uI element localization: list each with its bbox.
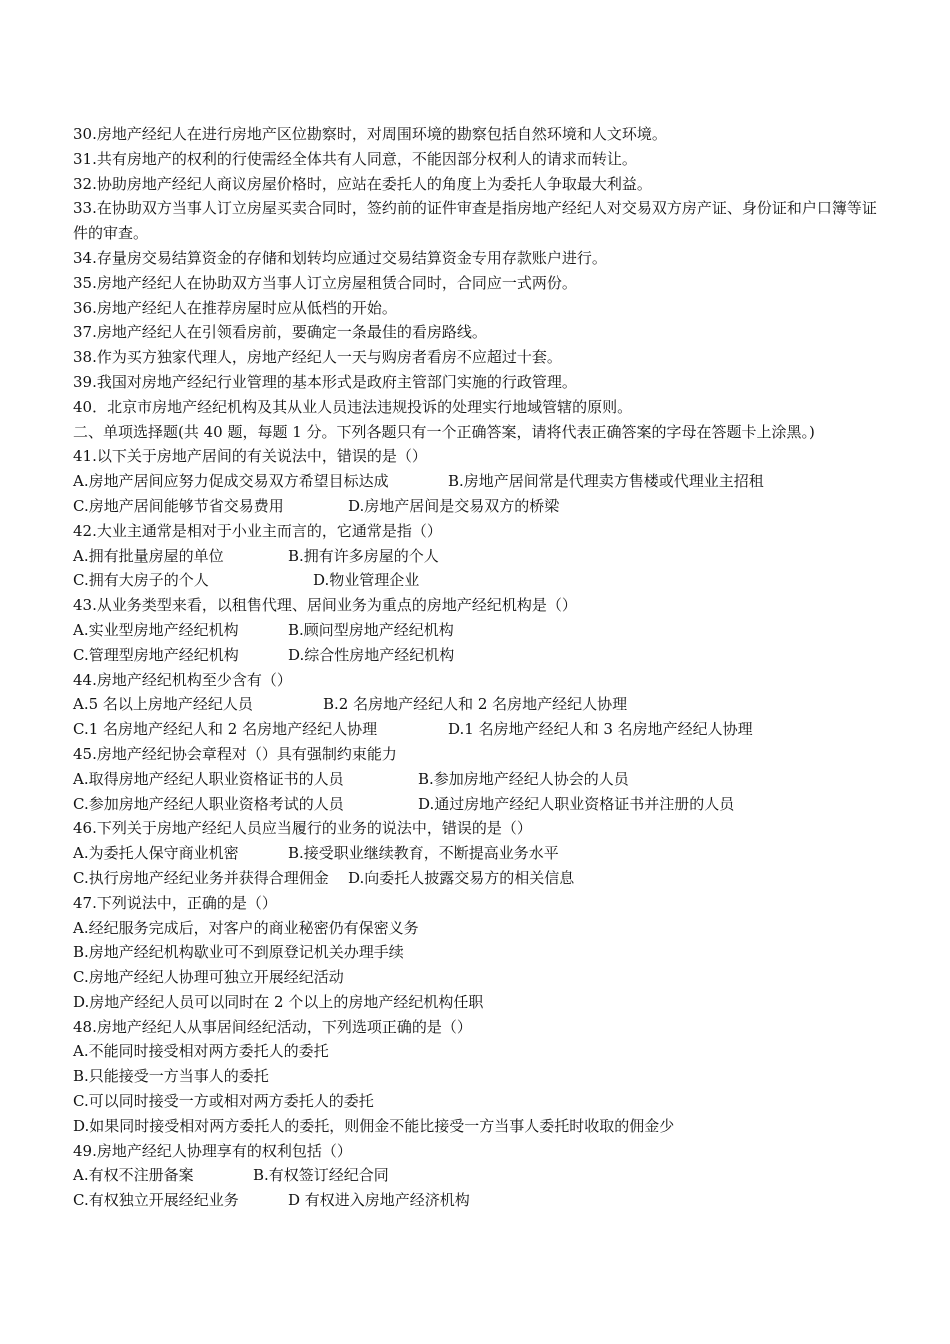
question-49-options-ab xyxy=(73,1163,888,1188)
question-42-options-cd xyxy=(73,568,888,593)
option-a: A.房地产居间应努力促成交易双方希望目标达成 xyxy=(73,472,389,491)
tf-item-37: 37.房地产经纪人在引领看房前，要确定一条最佳的看房路线。 xyxy=(73,323,487,342)
question-42-stem: 42.大业主通常是相对于小业主而言的，它通常是指（） xyxy=(73,521,442,540)
option-b: B.参加房地产经纪人协会的人员 xyxy=(418,769,629,788)
option-a: A.拥有批量房屋的单位 xyxy=(73,546,224,565)
question-47-option-a: A.经纪服务完成后，对客户的商业秘密仍有保密义务 xyxy=(73,918,419,937)
tf-item-38: 38.作为买方独家代理人，房地产经纪人一天与购房者看房不应超过十套。 xyxy=(73,348,562,367)
tf-item-32: 32.协助房地产经纪人商议房屋价格时，应站在委托人的角度上为委托人争取最大利益。 xyxy=(73,174,652,193)
question-49-stem: 49.房地产经纪人协理享有的权利包括（） xyxy=(73,1141,352,1160)
question-45-options-ab xyxy=(73,767,888,792)
option-b: B.房地产居间常是代理卖方售楼或代理业主招租 xyxy=(448,472,764,491)
tf-item-33: 33.在协助双方当事人订立房屋买卖合同时，签约前的证件审查是指房地产经纪人对交易双方房产证、身份证和户口簿等证件的审查。 xyxy=(73,199,877,243)
tf-item-36: 36.房地产经纪人在推荐房屋时应从低档的开始。 xyxy=(73,298,397,317)
option-d: D 有权进入房地产经济机构 xyxy=(288,1191,470,1210)
question-43-options-cd xyxy=(73,643,888,668)
question-45-stem: 45.房地产经纪协会章程对（）具有强制约束能力 xyxy=(73,744,397,763)
question-47-option-c: C.房地产经纪人协理可独立开展经纪活动 xyxy=(73,968,344,987)
question-44-stem: 44.房地产经纪机构至少含有（） xyxy=(73,670,292,689)
option-b: B.接受职业继续教育，不断提高业务水平 xyxy=(288,844,559,863)
option-d: D.房地产居间是交易双方的桥梁 xyxy=(348,496,560,515)
option-b: B.拥有许多房屋的个人 xyxy=(288,546,439,565)
tf-item-31: 31.共有房地产的权利的行使需经全体共有人同意，不能因部分权利人的请求而转让。 xyxy=(73,149,637,168)
option-c: C.参加房地产经纪人职业资格考试的人员 xyxy=(73,794,344,813)
section-heading: 二、单项选择题(共 40 题，每题 1 分。下列各题只有一个正确答案，请将代表正确答案的字母在答题卡上涂黑。) xyxy=(73,422,815,441)
question-41-stem: 41.以下关于房地产居间的有关说法中，错误的是（） xyxy=(73,447,427,466)
question-42-options-ab xyxy=(73,544,888,569)
option-b: B.有权签订经纪合同 xyxy=(253,1166,389,1185)
option-c: C.1 名房地产经纪人和 2 名房地产经纪人协理 xyxy=(73,720,378,739)
question-43-options-ab xyxy=(73,618,888,643)
option-a: A.实业型房地产经纪机构 xyxy=(73,620,239,639)
question-44-options-ab xyxy=(73,692,888,717)
option-d: D.物业管理企业 xyxy=(313,571,420,590)
question-48-option-d: D.如果同时接受相对两方委托人的委托，则佣金不能比接受一方当事人委托时收取的佣金少 xyxy=(73,1116,675,1135)
option-d: D.通过房地产经纪人职业资格证书并注册的人员 xyxy=(418,794,735,813)
question-47-stem: 47.下列说法中，正确的是（） xyxy=(73,893,277,912)
tf-item-30: 30.房地产经纪人在进行房地产区位勘察时，对周围环境的勘察包括自然环境和人文环境。 xyxy=(73,125,667,143)
tf-item-34: 34.存量房交易结算资金的存储和划转均应通过交易结算资金专用存款账户进行。 xyxy=(73,248,607,267)
question-41-options-cd xyxy=(73,494,888,519)
question-49-options-cd xyxy=(73,1188,888,1213)
question-48-option-c: C.可以同时接受一方或相对两方委托人的委托 xyxy=(73,1092,374,1111)
question-46-stem: 46.下列关于房地产经纪人员应当履行的业务的说法中，错误的是（） xyxy=(73,819,532,838)
tf-item-35: 35.房地产经纪人在协助双方当事人订立房屋租赁合同时，合同应一式两份。 xyxy=(73,273,577,292)
option-d: D.1 名房地产经纪人和 3 名房地产经纪人协理 xyxy=(448,720,753,739)
question-48-option-a: A.不能同时接受相对两方委托人的委托 xyxy=(73,1042,329,1061)
option-c: C.房地产居间能够节省交易费用 xyxy=(73,496,284,515)
question-47-option-d: D.房地产经纪人员可以同时在 2 个以上的房地产经纪机构任职 xyxy=(73,992,484,1011)
question-44-options-cd xyxy=(73,717,888,742)
tf-item-39: 39.我国对房地产经纪行业管理的基本形式是政府主管部门实施的行政管理。 xyxy=(73,372,577,391)
question-46-options-ab xyxy=(73,841,888,866)
question-43-stem: 43.从业务类型来看，以租售代理、居间业务为重点的房地产经纪机构是（） xyxy=(73,596,577,615)
question-47-option-b: B.房地产经纪机构歇业可不到原登记机关办理手续 xyxy=(73,943,404,962)
option-a: A.为委托人保守商业机密 xyxy=(73,844,239,863)
option-d: D.综合性房地产经纪机构 xyxy=(288,645,455,664)
option-a: A.有权不注册备案 xyxy=(73,1166,194,1185)
option-b: B.顾问型房地产经纪机构 xyxy=(288,620,454,639)
option-c: C.管理型房地产经纪机构 xyxy=(73,645,239,664)
question-48-stem: 48.房地产经纪人从事居间经纪活动，下列选项正确的是（） xyxy=(73,1017,472,1036)
option-c: C.拥有大房子的个人 xyxy=(73,571,209,590)
option-c: C.执行房地产经纪业务并获得合理佣金 xyxy=(73,868,329,887)
tf-item-40: 40．北京市房地产经纪机构及其从业人员违法违规投诉的处理实行地域管辖的原则。 xyxy=(73,397,633,416)
question-41-options-ab xyxy=(73,469,888,494)
option-a: A.5 名以上房地产经纪人员 xyxy=(73,695,253,714)
document-page xyxy=(73,122,888,1213)
option-d: D.向委托人披露交易方的相关信息 xyxy=(348,868,575,887)
option-c: C.有权独立开展经纪业务 xyxy=(73,1191,239,1210)
question-45-options-cd xyxy=(73,792,888,817)
question-46-options-cd xyxy=(73,866,888,891)
question-48-option-b: B.只能接受一方当事人的委托 xyxy=(73,1067,269,1086)
option-b: B.2 名房地产经纪人和 2 名房地产经纪人协理 xyxy=(323,695,628,714)
option-a: A.取得房地产经纪人职业资格证书的人员 xyxy=(73,769,344,788)
